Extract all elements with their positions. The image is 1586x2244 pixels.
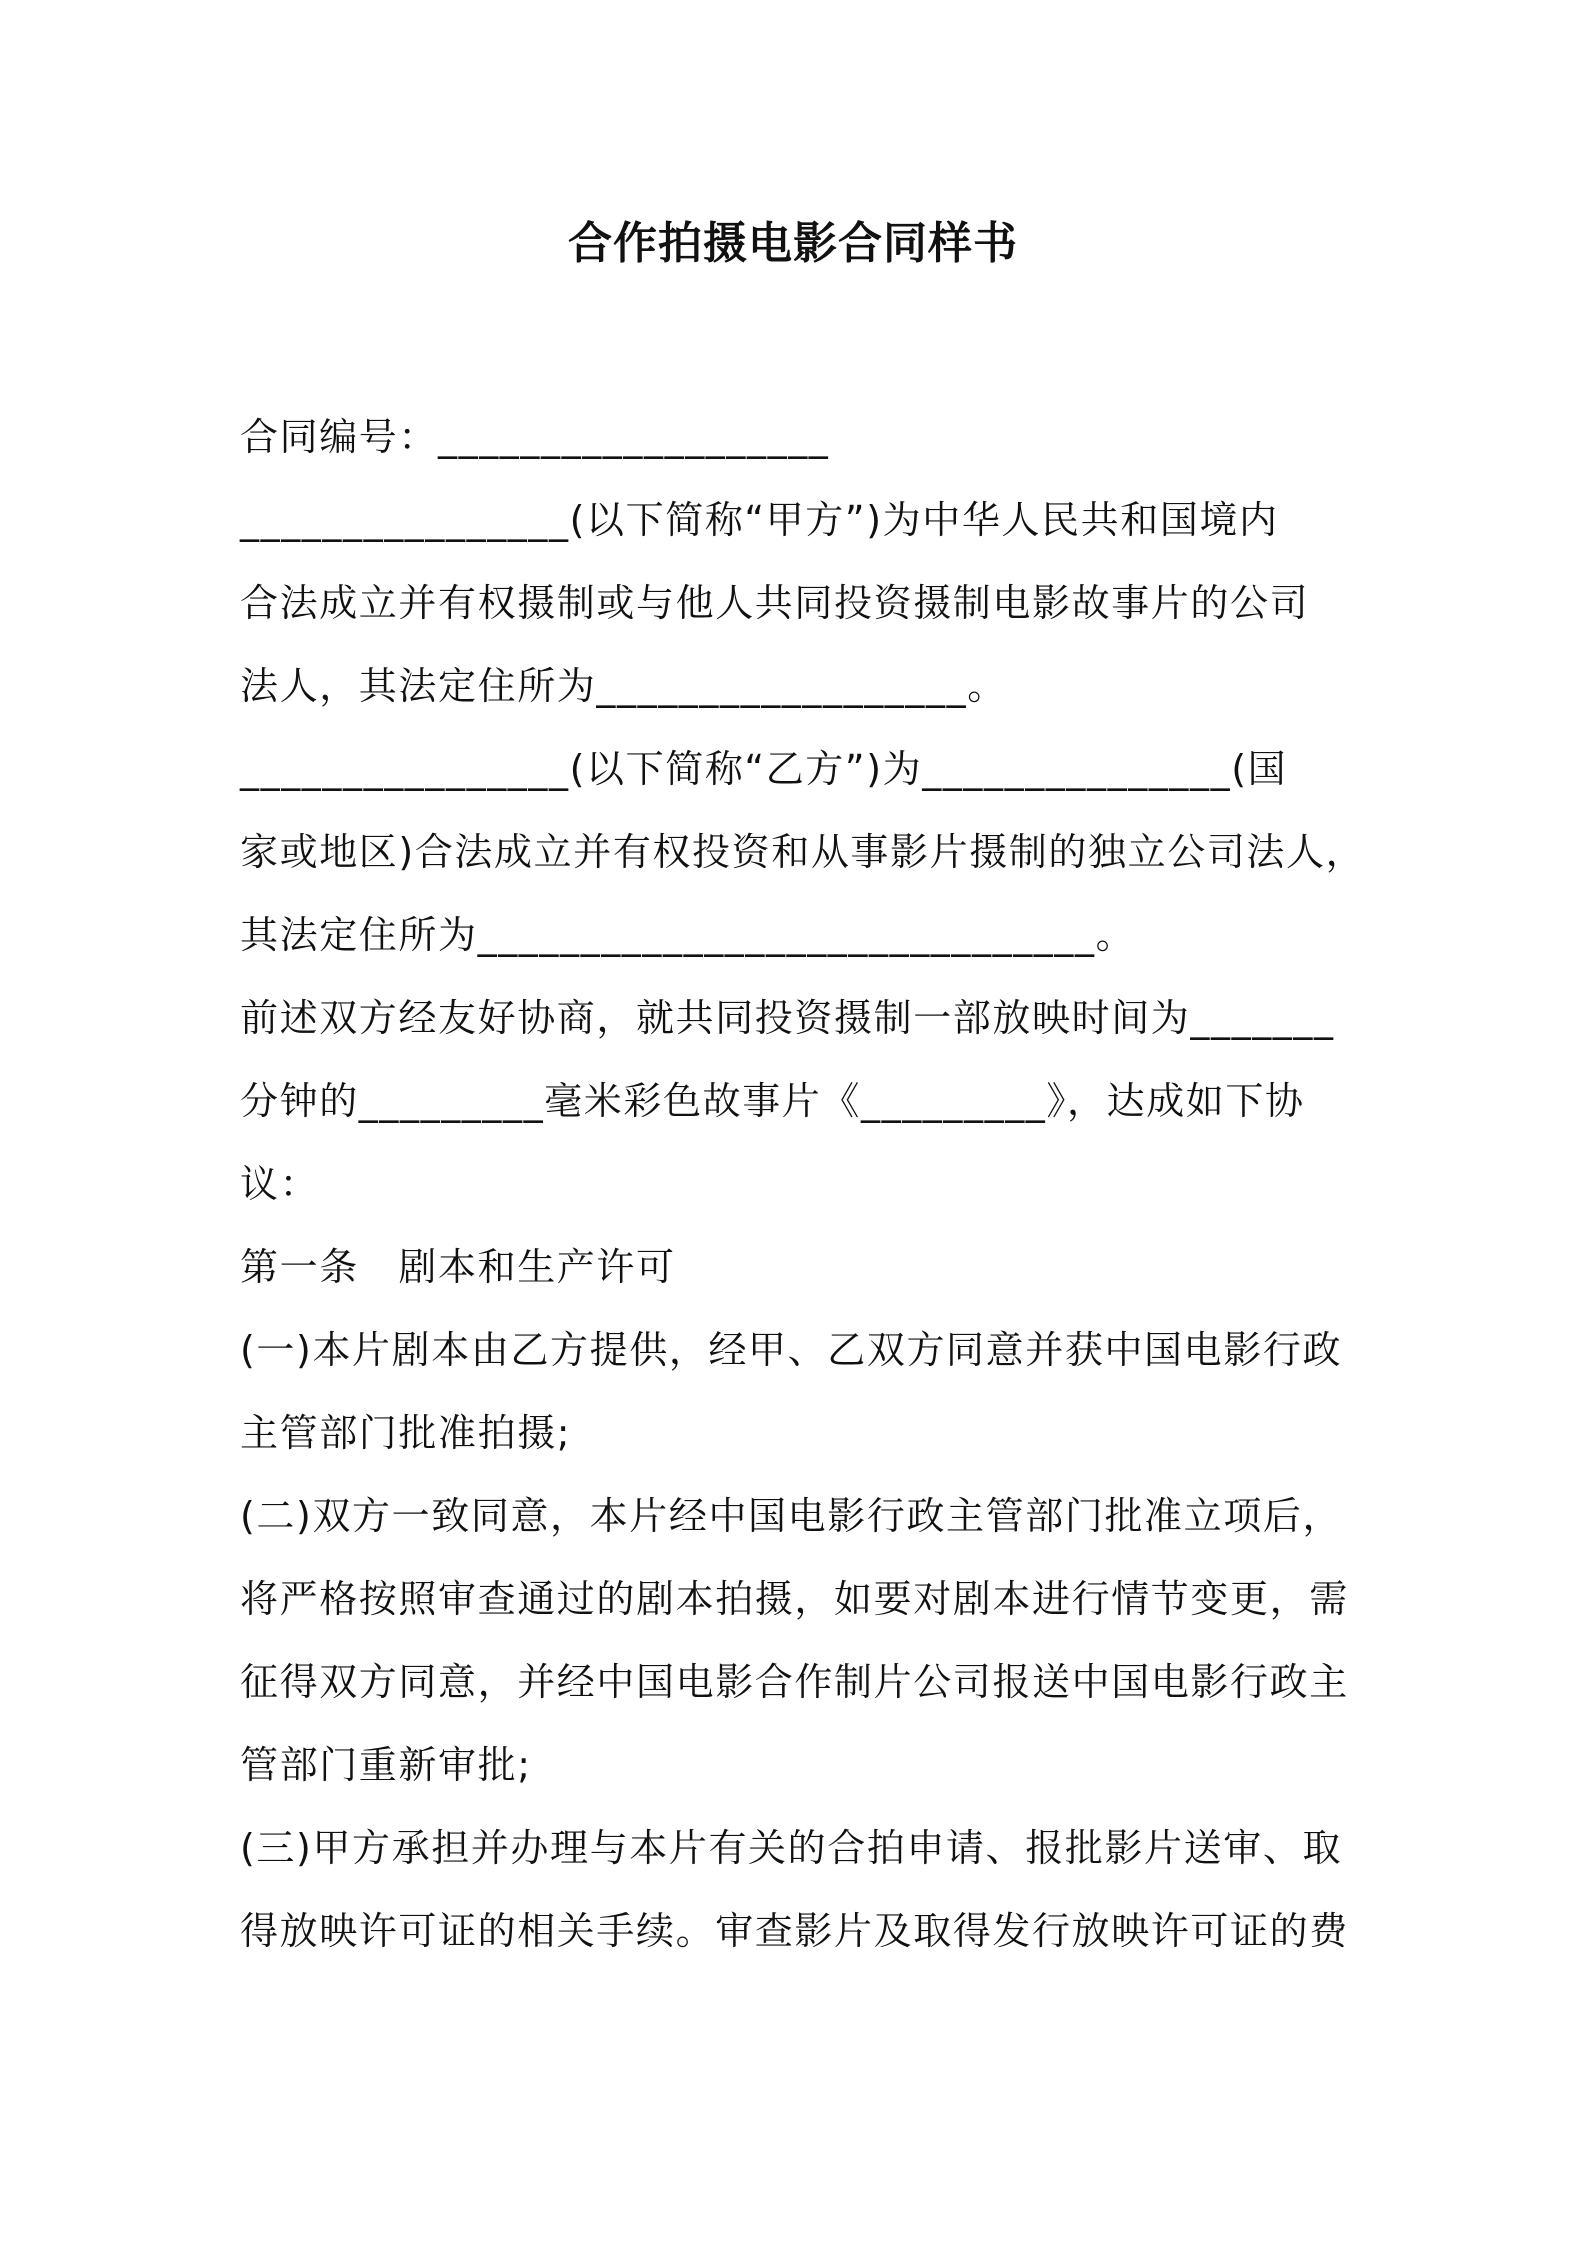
paragraph-line: (一)本片剧本由乙方提供，经甲、乙双方同意并获中国电影行政 [240,1328,1343,1372]
paragraph-line: 法人，其法定住所为__________________。 [240,664,1007,708]
paragraph-line: ________________(以下简称“乙方”)为_______________(国 [240,747,1288,791]
contract-number-line: 合同编号：___________________ [240,415,830,459]
paragraph-line: 主管部门批准拍摄; [240,1411,572,1455]
paragraph-line: ________________(以下简称“甲方”)为中华人民共和国境内 [240,498,1279,542]
paragraph-line: 合法成立并有权摄制或与他人共同投资摄制电影故事片的公司 [240,581,1310,625]
document-title: 合作拍摄电影合同样书 [568,218,1018,269]
paragraph-line: 得放映许可证的相关手续。审查影片及取得发行放映许可证的费 [240,1909,1349,1953]
paragraph-line: 其法定住所为______________________________。 [240,913,1136,957]
paragraph-line: 将严格按照审查通过的剧本拍摄，如要对剧本进行情节变更，需 [240,1577,1349,1621]
paragraph-line: 分钟的_________毫米彩色故事片《_________》，达成如下协 [240,1079,1305,1123]
paragraph-line: 管部门重新审批; [240,1743,532,1787]
paragraph-line: 家或地区)合法成立并有权投资和从事影片摄制的独立公司法人， [240,830,1366,874]
paragraph-line: (二)双方一致同意，本片经中国电影行政主管部门批准立项后， [240,1494,1343,1538]
paragraph-line: 前述双方经友好协商，就共同投资摄制一部放映时间为_______ [240,996,1335,1040]
paragraph-line: (三)甲方承担并办理与本片有关的合拍申请、报批影片送审、取 [240,1826,1343,1870]
paragraph-line: 征得双方同意，并经中国电影合作制片公司报送中国电影行政主 [240,1660,1349,1704]
paragraph-line: 议： [240,1162,320,1206]
article-heading: 第一条 剧本和生产许可 [240,1245,676,1289]
